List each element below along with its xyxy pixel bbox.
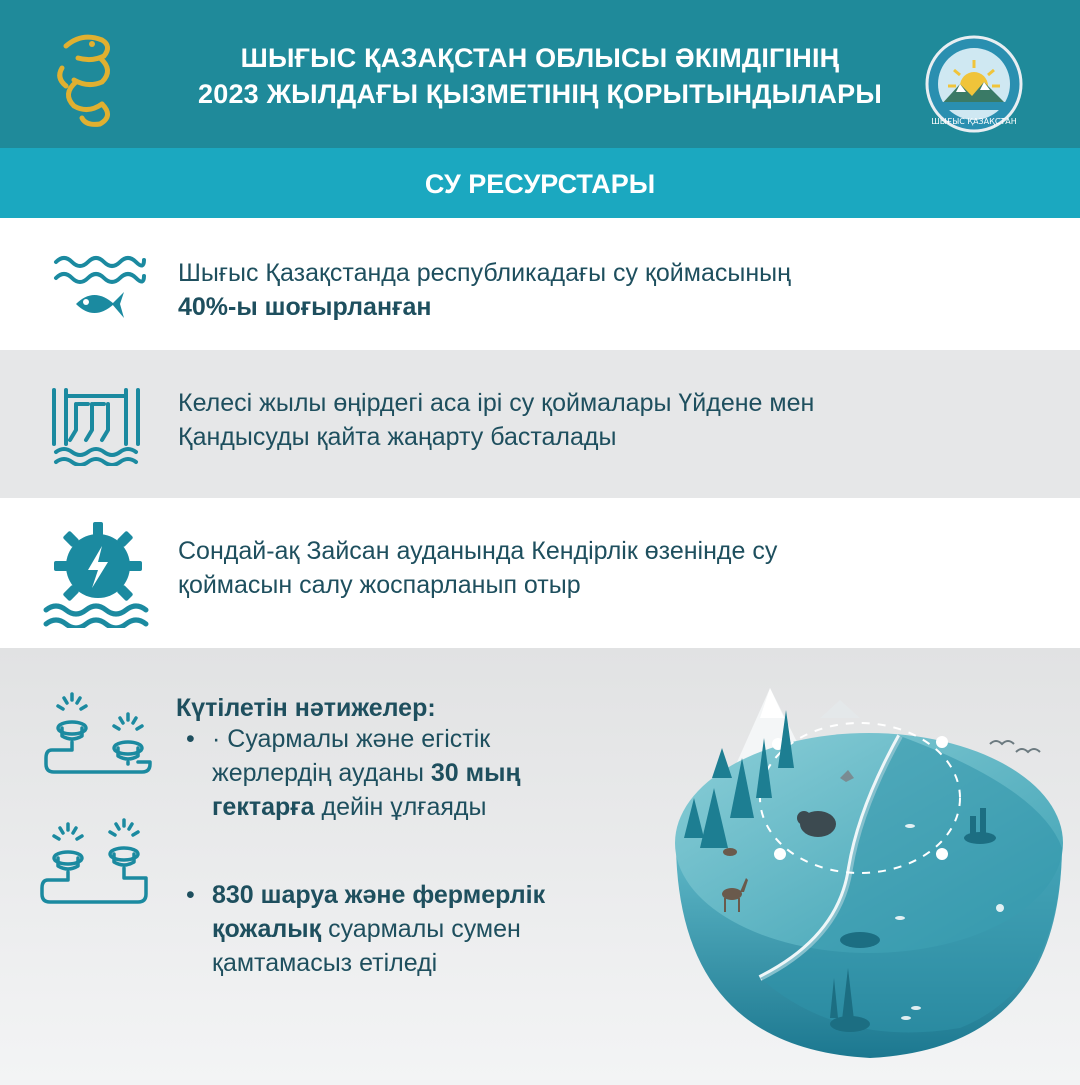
reservoir-share-line: Шығыс Қазақстанда республикадағы су қоймасының — [178, 259, 791, 287]
header-bar — [0, 0, 1080, 148]
page-title — [140, 40, 940, 112]
area-text-post: дейін ұлғаяды — [314, 793, 487, 821]
reservoir-share-text — [178, 256, 1038, 324]
info-row-new-reservoir — [0, 498, 1080, 648]
section-title: СУ РЕСУРСТАРЫ — [424, 169, 656, 199]
hydro-power-icon — [42, 520, 152, 633]
new-reservoir-text — [178, 534, 1038, 602]
bullet-dot-2: • — [186, 881, 195, 909]
region-emblem-icon — [924, 34, 1024, 139]
farms-text-post: суармалы сумен қамтамасыз етіледі — [212, 915, 521, 977]
farms-text-bold: 830 шаруа және фермерлік қожалық — [212, 881, 546, 943]
title-line-1: ШЫҒЫС ҚАЗАҚСТАН ОБЛЫСЫ ӘКІМДІГІНІҢ — [240, 43, 840, 73]
reservoir-share-bold: 40%-ы шоғырланған — [178, 293, 432, 321]
emblem-text: ШЫҒЫС ҚАЗАҚСТАН — [931, 117, 1017, 126]
area-text-pre: · Суармалы және егістік жерлердің ауданы — [212, 725, 491, 787]
info-row-reconstruction — [0, 350, 1080, 498]
bullet-dot: • — [186, 725, 195, 753]
results-title: Күтілетін нәтижелер: — [176, 694, 436, 722]
section-banner — [0, 148, 1080, 218]
new-reservoir-line-1: Сондай-ақ Зайсан ауданында Кендірлік өзенінде су — [178, 537, 778, 565]
fish-water-icon — [52, 252, 148, 347]
snow-leopard-logo-icon — [52, 28, 122, 133]
reconstruction-line-2: Қандысуды қайта жаңарту басталады — [178, 423, 617, 451]
reconstruction-line-1: Келесі жылы өңірдегі аса ірі су қоймалары Үйдене мен — [178, 389, 815, 417]
dam-icon — [48, 386, 144, 471]
sprinkler-icon-2 — [40, 818, 152, 923]
info-row-reservoir-share — [0, 218, 1080, 350]
reconstruction-text — [178, 386, 1038, 454]
new-reservoir-line-2: қоймасын салу жоспарланып отыр — [178, 571, 581, 599]
title-line-2: 2023 ЖЫЛДАҒЫ ҚЫЗМЕТІНІҢ ҚОРЫТЫНДЫЛАРЫ — [198, 79, 882, 109]
area-text-bold: 30 мың гектарға — [212, 759, 521, 821]
ecosystem-globe-illustration — [660, 648, 1080, 1085]
sprinkler-icon — [44, 688, 156, 793]
